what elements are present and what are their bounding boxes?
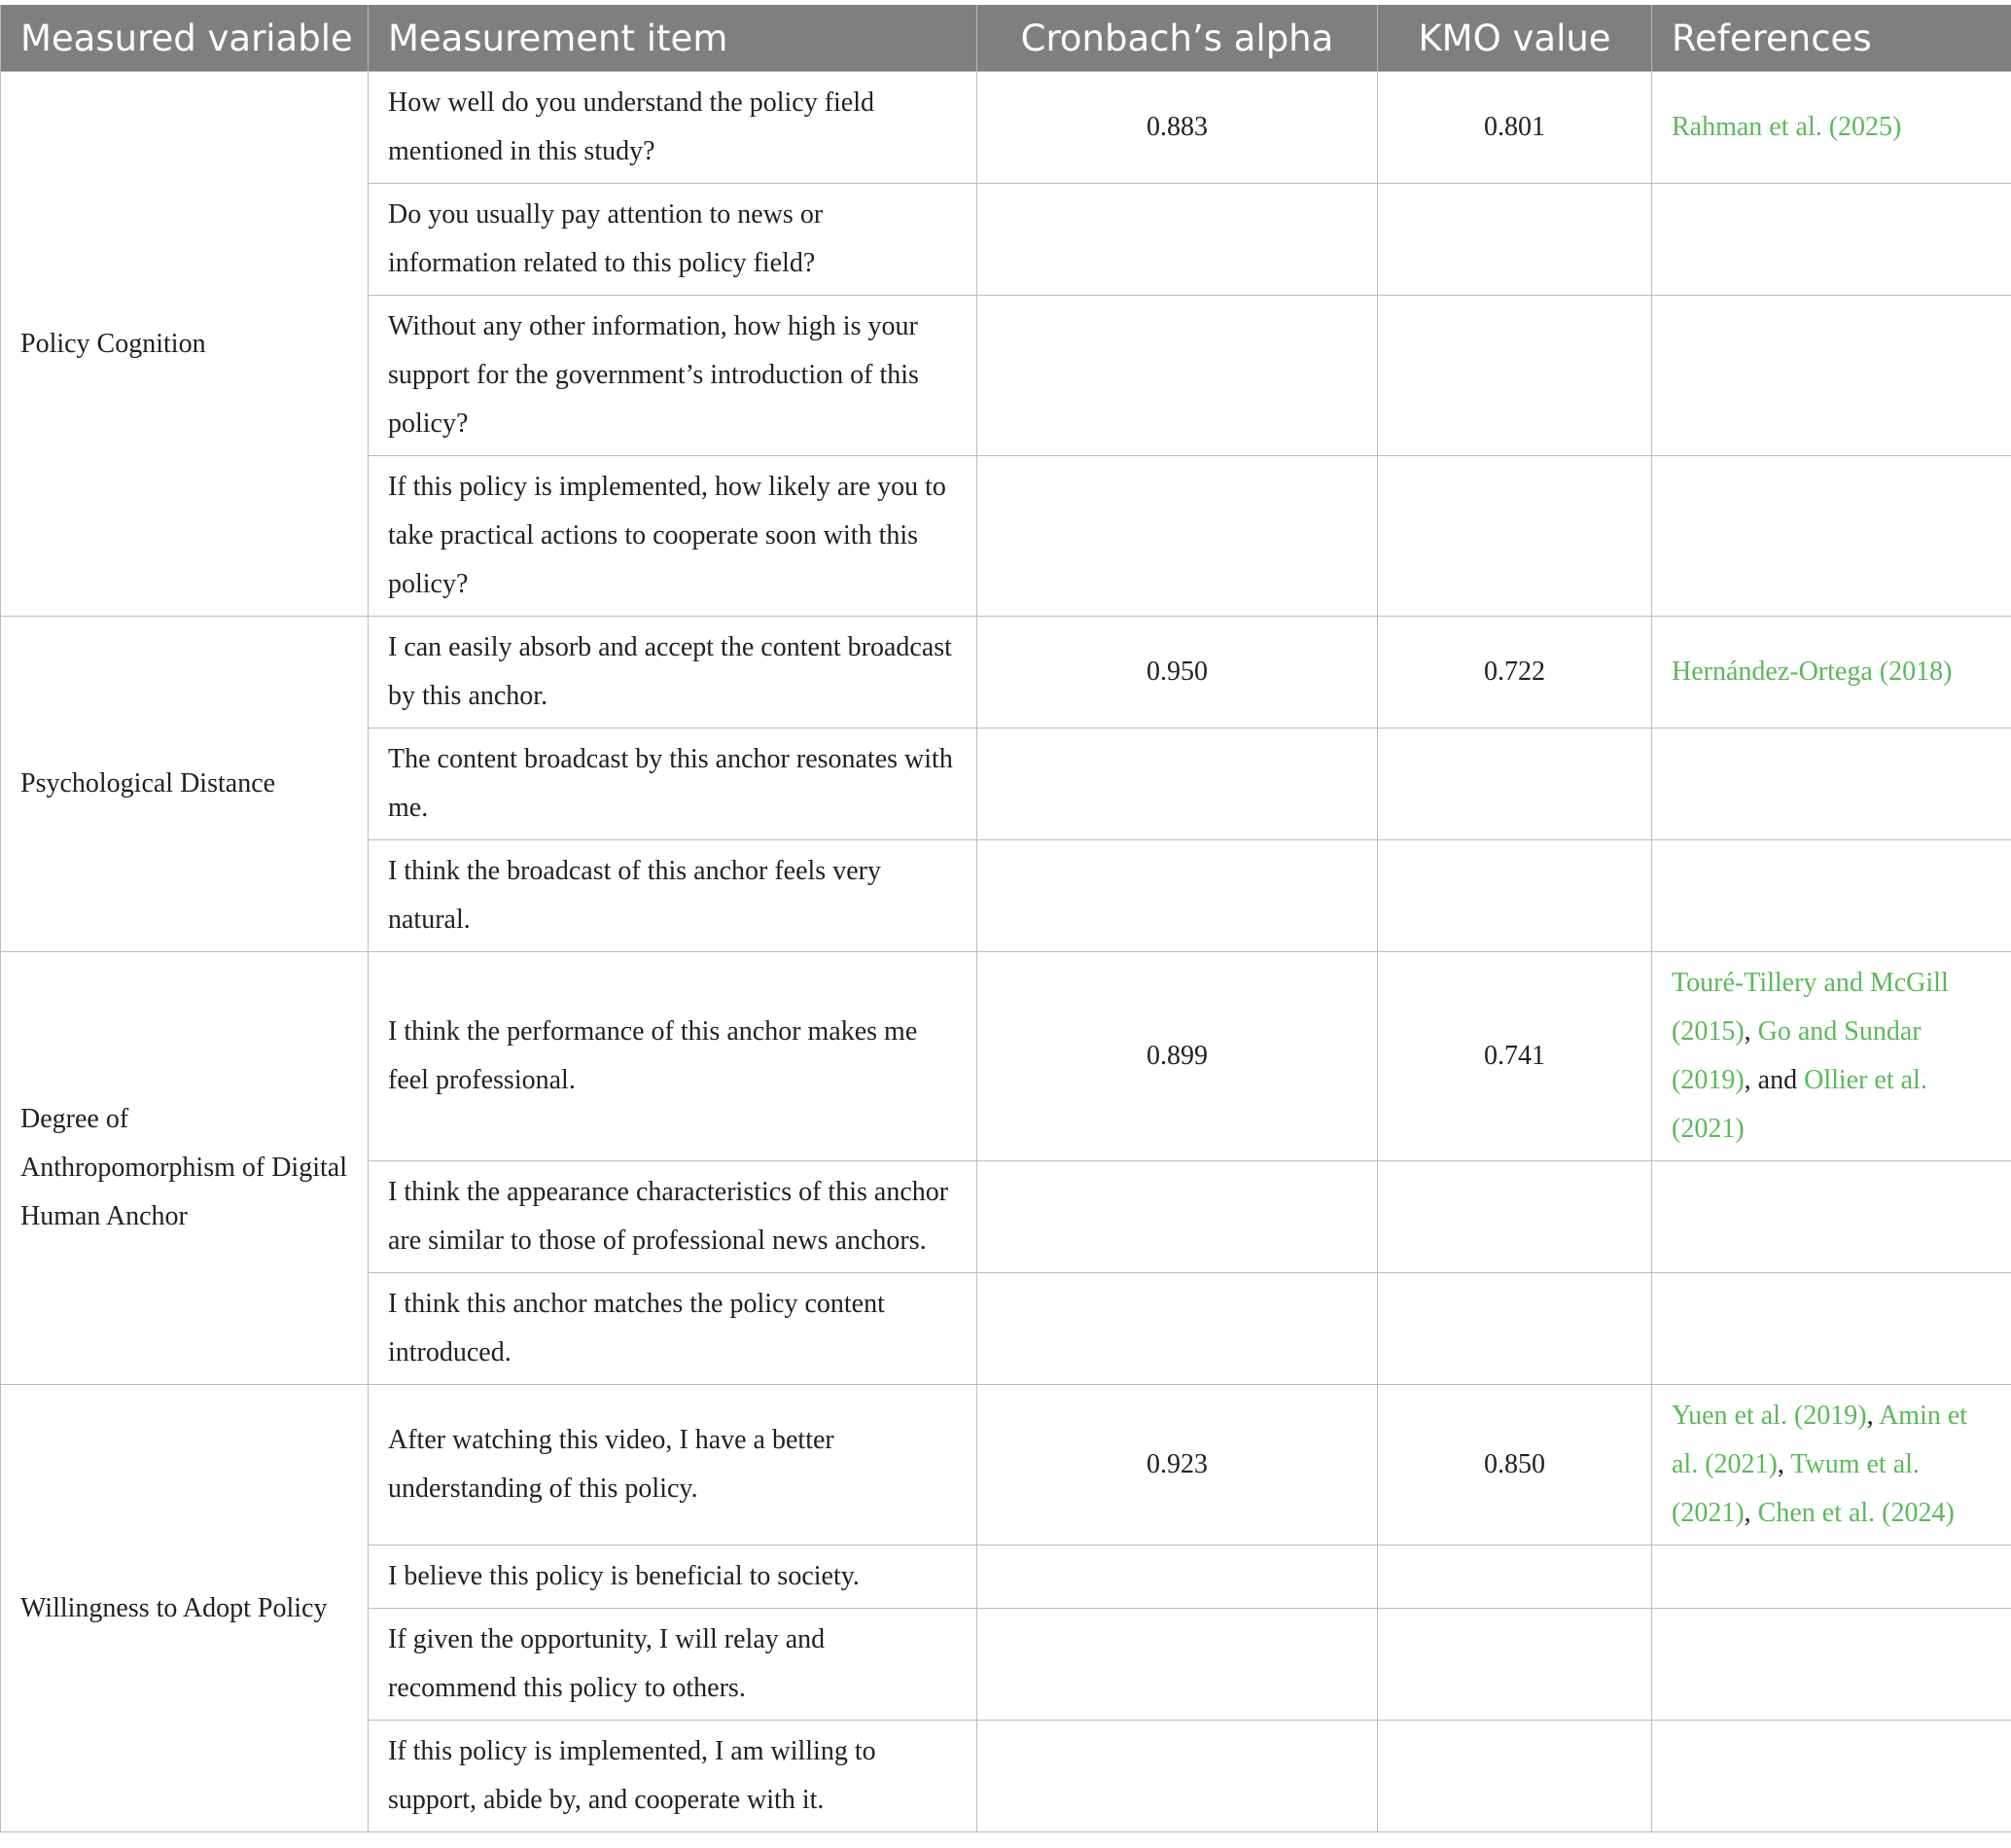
cronbachs-alpha-cell: 0.899 [977, 952, 1378, 1161]
header-measured-variable: Measured variable [1, 5, 369, 72]
references-cell [1652, 1161, 2011, 1273]
cronbachs-alpha-cell [977, 1721, 1378, 1832]
references-cell [1652, 1273, 2011, 1385]
cronbachs-alpha-cell: 0.883 [977, 72, 1378, 184]
measurement-item-cell: Do you usually pay attention to news or information related to this policy field? [369, 184, 977, 296]
table-row [1, 617, 2011, 729]
measurement-item-cell: If this policy is implemented, how likely are you to take practical actions to cooperate soon with this policy? [369, 456, 977, 617]
cronbachs-alpha-cell [977, 184, 1378, 296]
measurement-item-cell: The content broadcast by this anchor resonates with me. [369, 729, 977, 840]
references-cell [1652, 72, 2011, 184]
kmo-value-cell [1378, 840, 1652, 952]
reference-separator: , [1866, 1401, 1880, 1431]
kmo-value-cell [1378, 1273, 1652, 1385]
header-kmo-value: KMO value [1378, 5, 1652, 72]
reference-separator: , [1777, 1449, 1791, 1479]
kmo-value-cell [1378, 456, 1652, 617]
cronbachs-alpha-cell [977, 1273, 1378, 1385]
references-cell [1652, 184, 2011, 296]
table-row [1, 1385, 2011, 1546]
references-cell [1652, 296, 2011, 456]
kmo-value-cell: 0.801 [1378, 72, 1652, 184]
cronbachs-alpha-cell [977, 1609, 1378, 1721]
kmo-value-cell [1378, 296, 1652, 456]
reference-separator: , [1744, 1498, 1758, 1528]
kmo-value-cell [1378, 184, 1652, 296]
reference-link[interactable]: Twum et al. (2021) [1672, 1449, 1920, 1528]
measurement-item-cell: I can easily absorb and accept the content broadcast by this anchor. [369, 617, 977, 729]
measured-variable-cell: Psychological Distance [1, 617, 369, 952]
cronbachs-alpha-cell [977, 1546, 1378, 1609]
reference-link[interactable]: Chen et al. (2024) [1757, 1498, 1955, 1528]
measurement-item-cell: How well do you understand the policy field mentioned in this study? [369, 72, 977, 184]
reference-link[interactable]: Touré-Tillery and McGill (2015) [1672, 968, 1949, 1047]
reference-link[interactable]: Rahman et al. (2025) [1672, 112, 1902, 142]
references-cell [1652, 1609, 2011, 1721]
kmo-value-cell [1378, 1161, 1652, 1273]
reference-separator: , and [1744, 1065, 1805, 1095]
reference-link[interactable]: Amin et al. (2021) [1672, 1401, 1968, 1479]
header-references: References [1652, 5, 2011, 72]
reference-separator: , [1744, 1016, 1758, 1047]
measurement-table [0, 5, 2011, 1832]
measurement-item-cell: I think the appearance characteristics of this anchor are similar to those of professional news anchors. [369, 1161, 977, 1273]
measurement-item-cell: After watching this video, I have a better understanding of this policy. [369, 1385, 977, 1546]
references-cell [1652, 952, 2011, 1161]
measurement-item-cell: I believe this policy is beneficial to society. [369, 1546, 977, 1609]
measured-variable-cell: Policy Cognition [1, 72, 369, 617]
table-body [1, 72, 2011, 1832]
table-header-row [1, 5, 2011, 72]
references-cell [1652, 1546, 2011, 1609]
reference-link[interactable]: Hernández-Ortega (2018) [1672, 657, 1953, 687]
cronbachs-alpha-cell [977, 840, 1378, 952]
measured-variable-cell: Degree of Anthropomorphism of Digital Human Anchor [1, 952, 369, 1385]
reference-link[interactable]: Yuen et al. (2019) [1672, 1401, 1867, 1431]
references-cell [1652, 617, 2011, 729]
cronbachs-alpha-cell: 0.923 [977, 1385, 1378, 1546]
measurement-item-cell: I think this anchor matches the policy content introduced. [369, 1273, 977, 1385]
measurement-item-cell: If given the opportunity, I will relay and recommend this policy to others. [369, 1609, 977, 1721]
kmo-value-cell [1378, 729, 1652, 840]
references-cell [1652, 456, 2011, 617]
header-measurement-item: Measurement item [369, 5, 977, 72]
kmo-value-cell [1378, 1609, 1652, 1721]
cronbachs-alpha-cell [977, 296, 1378, 456]
references-cell [1652, 840, 2011, 952]
references-cell [1652, 1721, 2011, 1832]
references-cell [1652, 1385, 2011, 1546]
reference-link[interactable]: Ollier et al. (2021) [1672, 1065, 1927, 1144]
kmo-value-cell [1378, 1546, 1652, 1609]
table-row [1, 72, 2011, 184]
measurement-item-cell: I think the broadcast of this anchor feels very natural. [369, 840, 977, 952]
measurement-item-cell: If this policy is implemented, I am willing to support, abide by, and cooperate with it. [369, 1721, 977, 1832]
header-cronbachs-alpha: Cronbach’s alpha [977, 5, 1378, 72]
kmo-value-cell [1378, 1721, 1652, 1832]
cronbachs-alpha-cell: 0.950 [977, 617, 1378, 729]
measurement-item-cell: I think the performance of this anchor makes me feel professional. [369, 952, 977, 1161]
cronbachs-alpha-cell [977, 729, 1378, 840]
kmo-value-cell: 0.722 [1378, 617, 1652, 729]
measured-variable-cell: Willingness to Adopt Policy [1, 1385, 369, 1832]
references-cell [1652, 729, 2011, 840]
kmo-value-cell: 0.741 [1378, 952, 1652, 1161]
reference-link[interactable]: Go and Sundar (2019) [1672, 1016, 1922, 1095]
cronbachs-alpha-cell [977, 1161, 1378, 1273]
kmo-value-cell: 0.850 [1378, 1385, 1652, 1546]
table-row [1, 952, 2011, 1161]
measurement-item-cell: Without any other information, how high is your support for the government’s introduction of this policy? [369, 296, 977, 456]
cronbachs-alpha-cell [977, 456, 1378, 617]
